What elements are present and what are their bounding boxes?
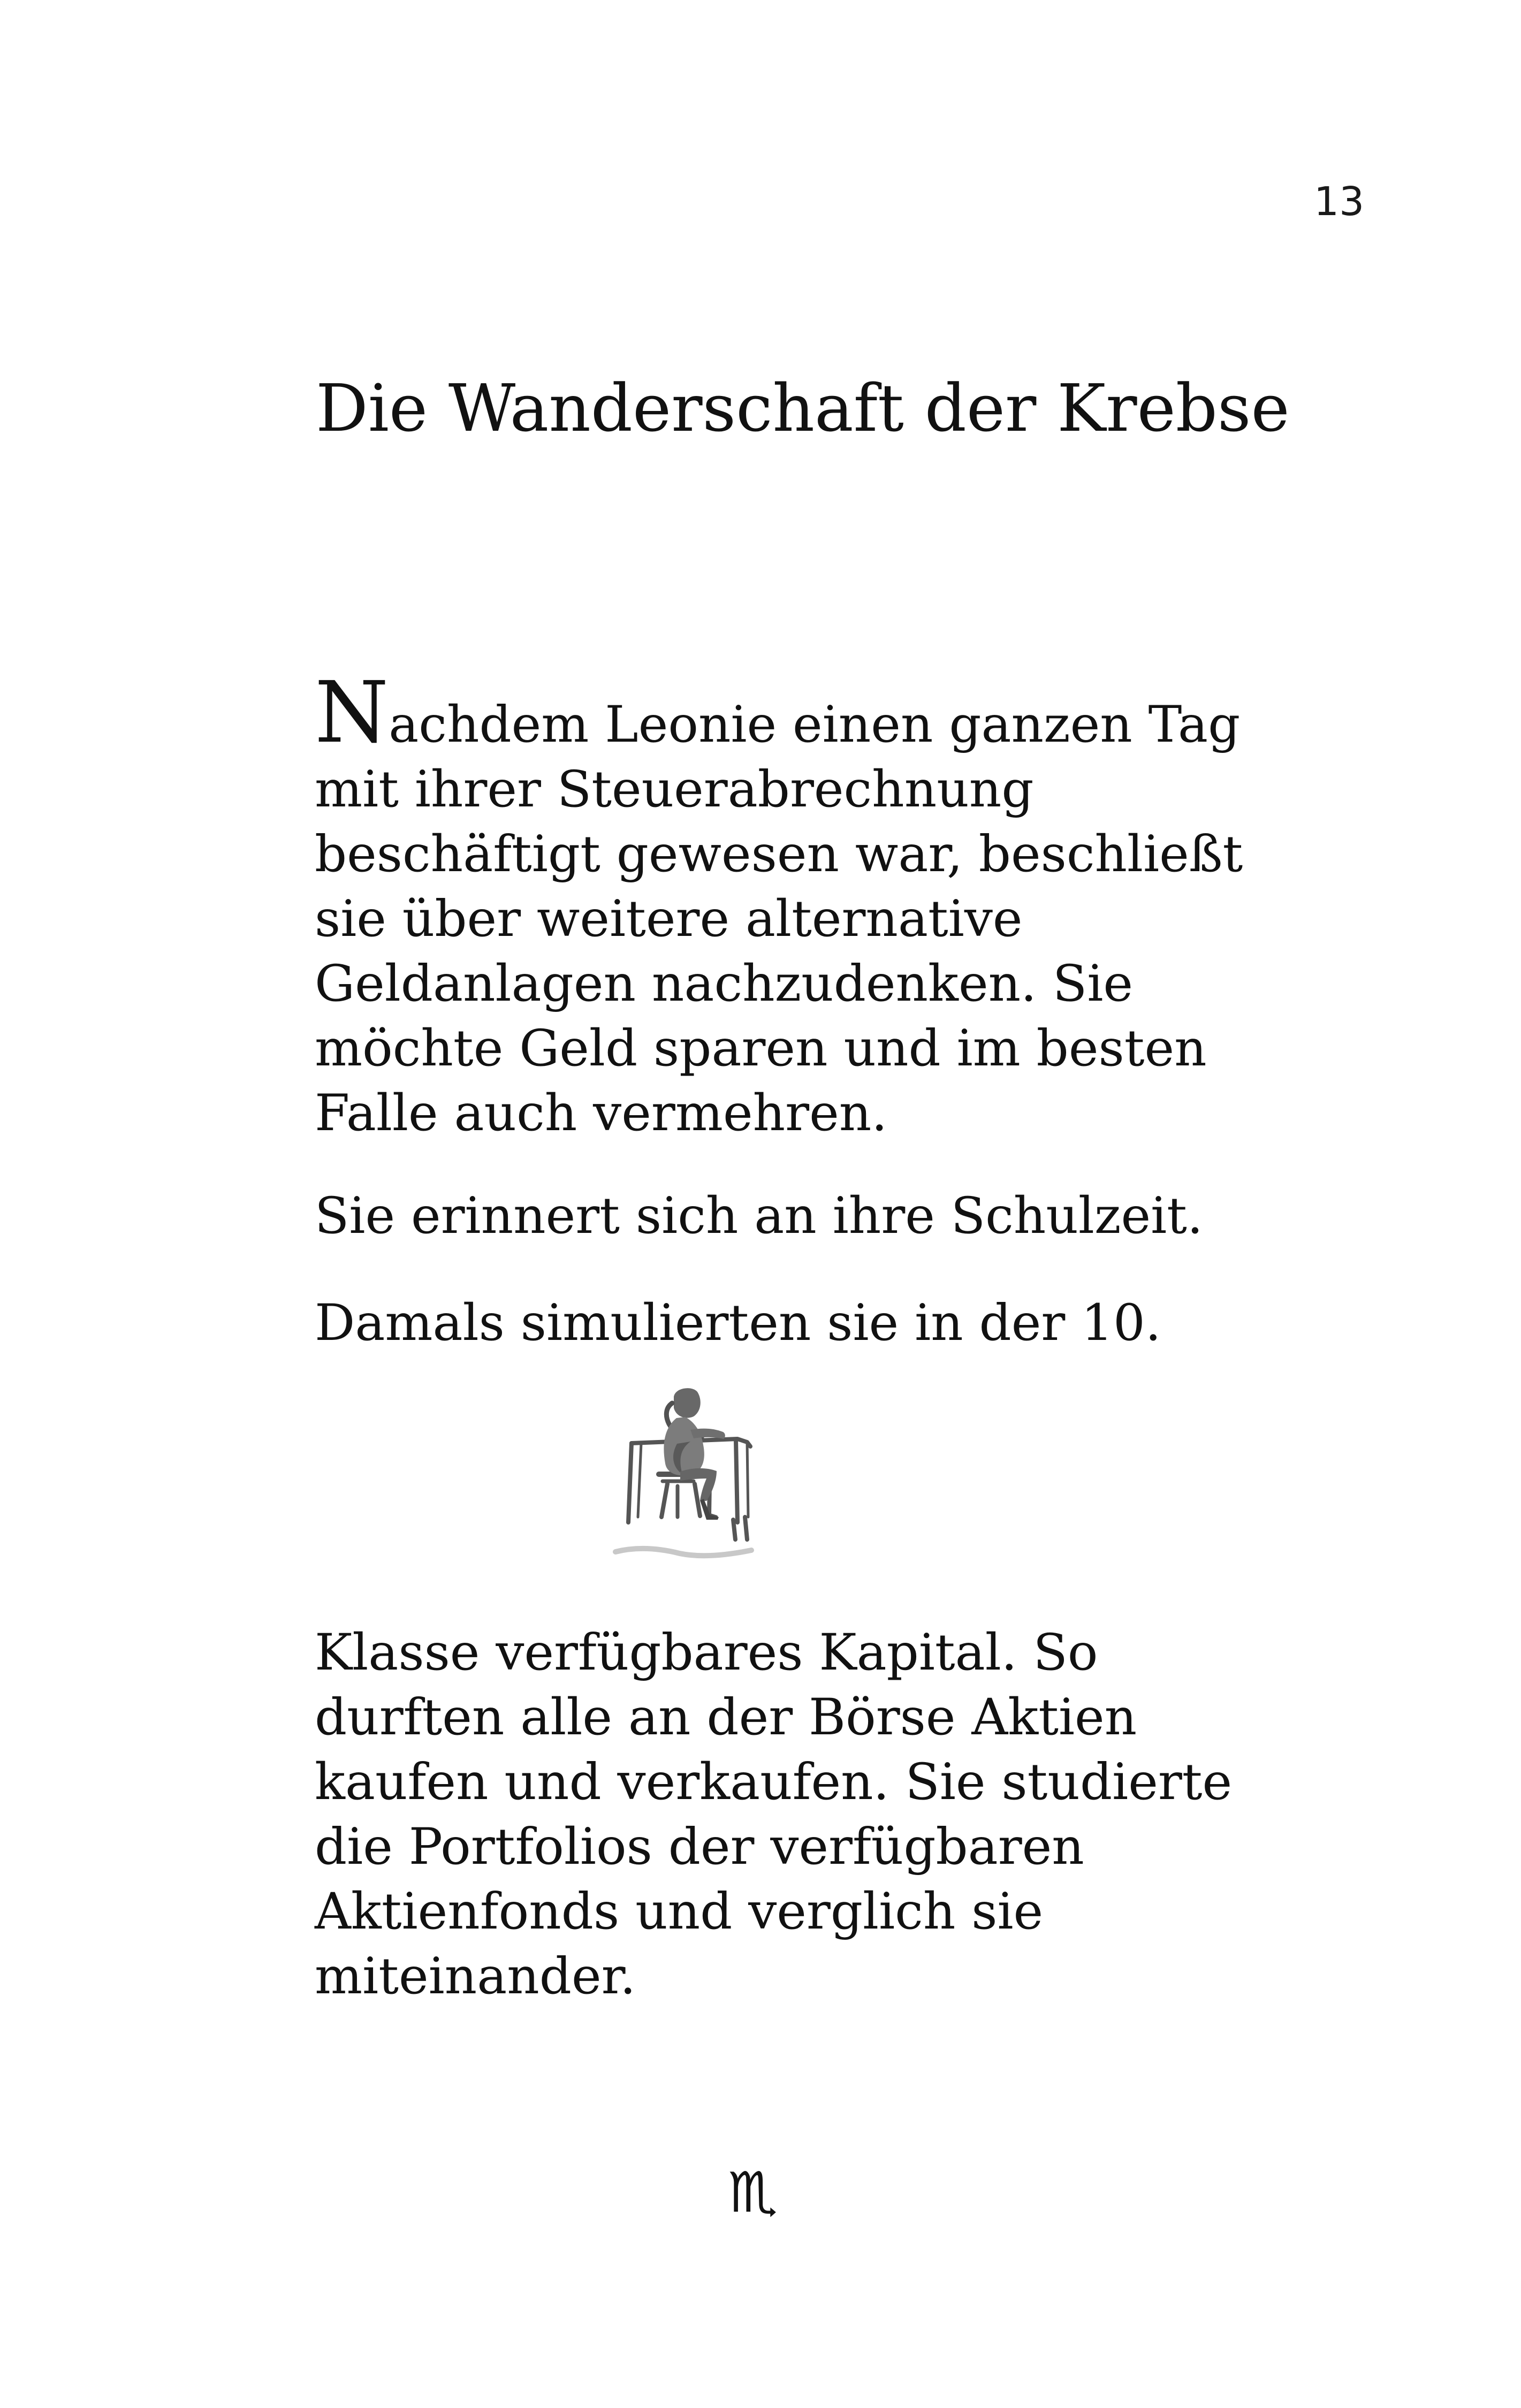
paragraph-1-line-1 bbox=[315, 664, 1241, 762]
paragraph-4-line-4: die Portfolios der verfügbaren bbox=[315, 1818, 1084, 1876]
page-number: 13 bbox=[1314, 179, 1365, 225]
paragraph-4-line-6: miteinander. bbox=[315, 1947, 636, 2006]
student-at-desk-illustration bbox=[599, 1383, 771, 1565]
paragraph-1-line-4: sie über weitere alternative bbox=[315, 890, 1023, 948]
paragraph-2-text: Sie erinnert sich an ihre Schulzeit. bbox=[315, 1187, 1203, 1245]
paragraph-4-line-2: durften alle an der Börse Aktien bbox=[315, 1688, 1137, 1747]
paragraph-1-line-5: Geldanlagen nachzudenken. Sie bbox=[315, 955, 1134, 1013]
paragraph-1-line-3: beschäftigt gewesen war, beschließt bbox=[315, 825, 1243, 883]
scorpio-symbol: ♏ bbox=[728, 2160, 778, 2225]
paragraph-3 bbox=[315, 1291, 1225, 1355]
paragraph-4-line-3: kaufen und verkaufen. Sie studierte bbox=[315, 1753, 1233, 1811]
paragraph-1-line-1-text: achdem Leonie einen ganzen Tag bbox=[389, 696, 1241, 754]
drop-cap: N bbox=[315, 664, 389, 762]
paragraph-4-line-1: Klasse verfügbares Kapital. So bbox=[315, 1624, 1098, 1682]
paragraph-1-line-6: möchte Geld sparen und im besten bbox=[315, 1019, 1207, 1078]
paragraph-1 bbox=[315, 664, 1243, 1146]
paragraph-4 bbox=[315, 1620, 1233, 2009]
chapter-title: Die Wanderschaft der Krebse bbox=[316, 370, 1290, 446]
paragraph-1-line-2: mit ihrer Steuerabrechnung bbox=[315, 760, 1034, 819]
paragraph-3-text: Damals simulierten sie in der 10. bbox=[315, 1294, 1161, 1352]
paragraph-4-line-5: Aktienfonds und verglich sie bbox=[315, 1883, 1044, 1941]
paragraph-2 bbox=[315, 1184, 1225, 1248]
paragraph-1-line-7: Falle auch vermehren. bbox=[315, 1084, 888, 1142]
